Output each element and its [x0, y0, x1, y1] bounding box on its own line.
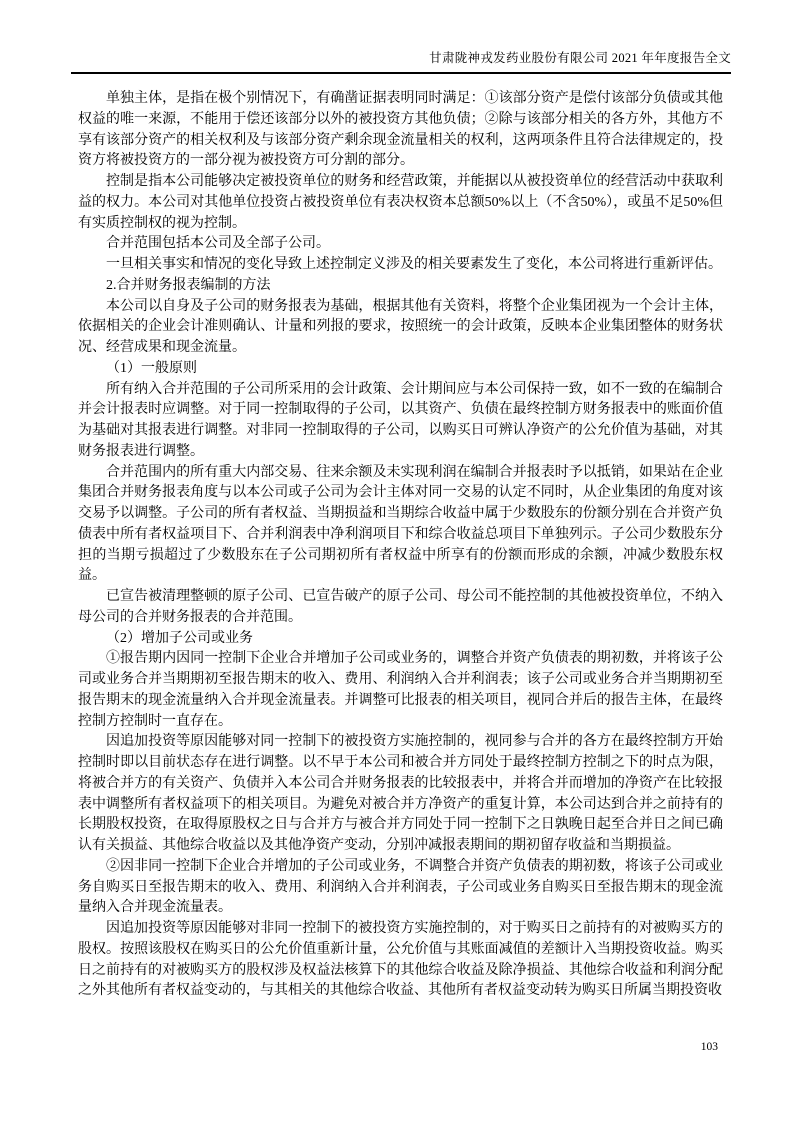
- page-header: [71, 50, 731, 74]
- header-title: 甘肃陇神戎发药业股份有限公司 2021 年年度报告全文: [429, 51, 731, 65]
- document-body: [78, 89, 723, 1002]
- paragraph: 单独主体，是指在极个别情况下，有确凿证据表明同时满足：①该部分资产是偿付该部分负债或其他权益的唯一来源，不能用于偿还该部分以外的被投资方其他负债；②除与该部分相关的各方外，其他方不享有该部分资产的相关权利及与该部分资产剩余现金流量相关的权利，这两项条件且符合法律规定的，投资方将被投资方的一部分视为被投资方可分割的部分。: [78, 91, 723, 169]
- paragraph: 一旦相关事实和情况的变化导致上述控制定义涉及的相关要素发生了变化，本公司将进行重新评估。: [106, 257, 722, 272]
- paragraph: 合并范围内的所有重大内部交易、往来余额及未实现利润在编制合并报表时予以抵销，如果站在企业集团合并财务报表角度与以本公司或子公司为会计主体对同一交易的认定不同时，从企业集团的角度对该交易予以调整。子公司的所有者权益、当期损益和当期综合收益中属于少数股东的份额分别在合并资产负债表中所有者权益项目下、合并利润表中净利润项目下和综合收益总项目下单独列示。子公司少数股东分担的当期亏损超过了少数股东在子公司期初所有者权益中所享有的份额而形成的余额，冲减少数股东权益。: [78, 464, 723, 584]
- page-number: 103: [700, 1041, 718, 1053]
- paragraph: ②因非同一控制下企业合并增加的子公司或业务，不调整合并资产负债表的期初数，将该子公司或业务自购买日至报告期末的收入、费用、利润纳入合并利润表，子公司或业务自购买日至报告期末的现金流量纳入合并现金流量表。: [78, 858, 723, 916]
- paragraph: ①报告期内因同一控制下企业合并增加子公司或业务的，调整合并资产负债表的期初数，并将该子公司或业务合并当期期初至报告期末的收入、费用、利润纳入合并利润表；该子公司或业务合并当期期初至报告期末的现金流量纳入合并现金流量表。并调整可比报表的相关项目，视同合并后的报告主体，在最终控制方控制时一直存在。: [78, 651, 723, 729]
- paragraph: 因追加投资等原因能够对同一控制下的被投资方实施控制的，视同参与合并的各方在最终控制方开始控制时即以目前状态存在进行调整。以不早于本公司和被合并方同处于最终控制方控制之下的时点为限，将被合并方的有关资产、负债并入本公司合并财务报表的比较报表中，并将合并而增加的净资产在比较报表中调整所有者权益项下的相关项目。为避免对被合并方净资产的重复计算，本公司达到合并之前持有的长期股权投资，在取得原股权之日与合并方与被合并方同处于同一控制下之日孰晚日起至合并日之间已确认有关损益、其他综合收益以及其他净资产变动，分别冲减报表期间的期初留存收益和当期损益。: [78, 734, 723, 853]
- paragraph: （1）一般原则: [106, 360, 197, 376]
- paragraph: 已宣告被清理整顿的原子公司、已宣告破产的原子公司、母公司不能控制的其他被投资单位，不纳入母公司的合并财务报表的合并范围。: [78, 589, 723, 625]
- paragraph: 本公司以自身及子公司的财务报表为基础，根据其他有关资料，将整个企业集团视为一个会计主体，依据相关的企业会计准则确认、计量和列报的要求，按照统一的会计政策，反映本企业集团整体的财务状况、经营成果和现金流量。: [78, 298, 723, 355]
- paragraph: 因追加投资等原因能够对非同一控制下的被投资方实施控制的，对于购买日之前持有的对被购买方的股权。按照该股权在购买日的公允价值重新计量，公允价值与其账面减值的差额计入当期投资收益。购买日之前持有的对被购买方的股权涉及权益法核算下的其他综合收益及除净损益、其他综合收益和利润分配之外其他所有者权益变动的，与其相关的其他综合收益、其他所有者权益变动转为购买日所属当期投资收: [78, 921, 723, 999]
- paragraph: 合并范围包括本公司及全部子公司。: [106, 236, 330, 252]
- paragraph: （2）增加子公司或业务: [106, 630, 253, 646]
- paragraph: 2.合并财务报表编制的方法: [106, 277, 271, 293]
- paragraph: 控制是指本公司能够决定被投资单位的财务和经营政策，并能据以从被投资单位的经营活动中获取利益的权力。本公司对其他单位投资占被投资单位有表决权资本总额50%以上（不含50%），或虽不足50%但有实质控制权的视为控制。: [78, 174, 723, 231]
- paragraph: 所有纳入合并范围的子公司所采用的会计政策、会计期间应与本公司保持一致，如不一致的在编制合并会计报表时应调整。对于同一控制取得的子公司，以其资产、负债在最终控制方财务报表中的账面价值为基础对其报表进行调整。对非同一控制取得的子公司，以购买日可辨认净资产的公允价值为基础，对其财务报表进行调整。: [78, 381, 723, 459]
